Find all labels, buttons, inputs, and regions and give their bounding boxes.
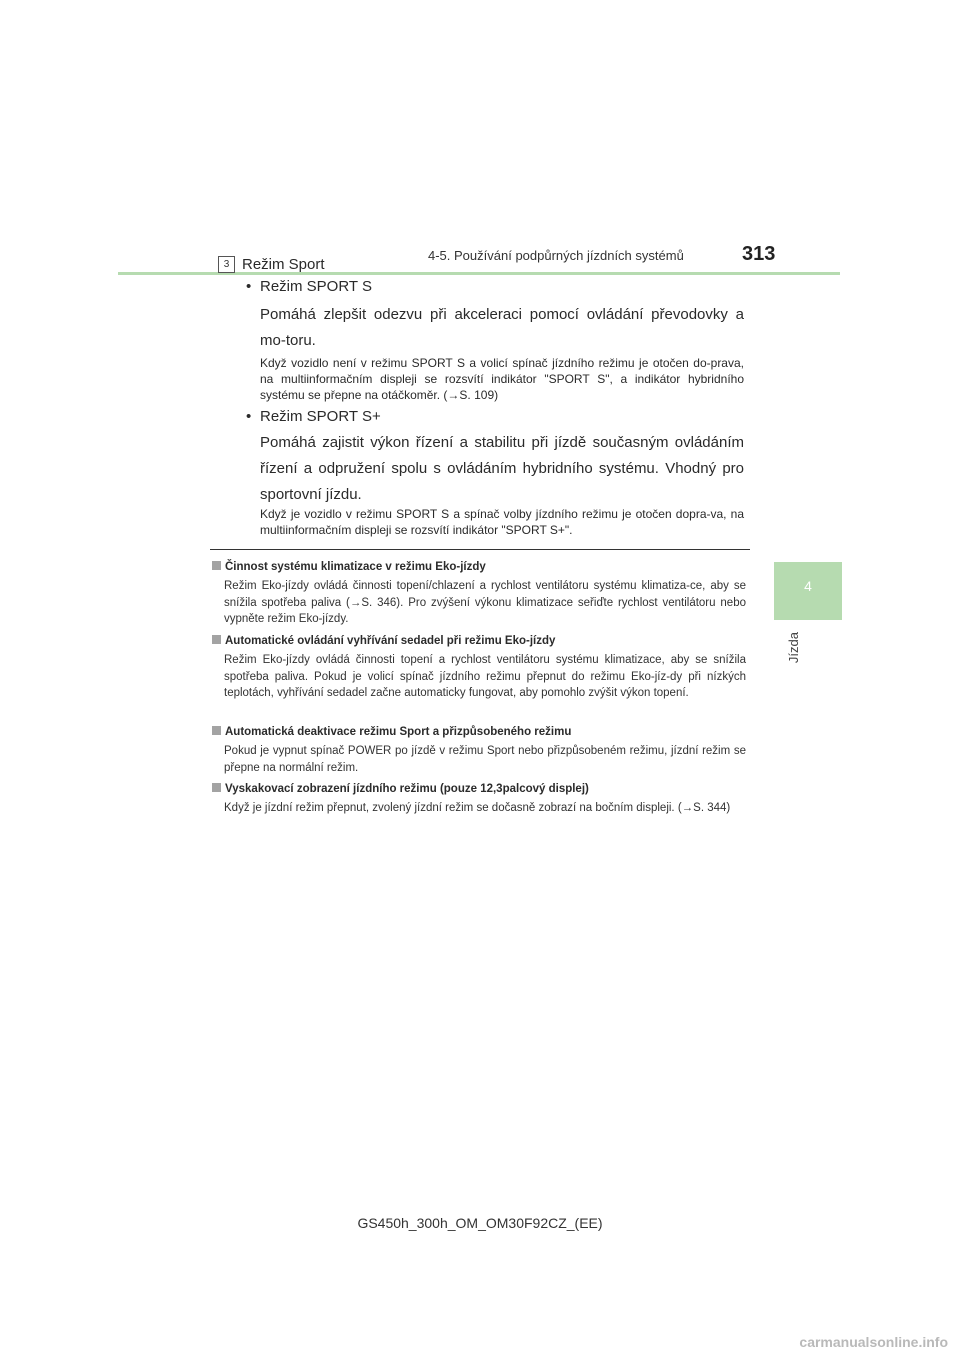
section-divider	[210, 549, 750, 550]
mode-description-sport-s: Pomáhá zlepšit odezvu při akceleraci pomocí ovládání převodovky a mo-toru.	[260, 306, 744, 349]
note-block	[212, 724, 746, 776]
mode-note-sport-s: Když vozidlo není v režimu SPORT S a volicí spínač jízdního režimu je otočen do-prava, na multiinformačním displeji se rozsvítí indikátor "SPORT S", a indikátor hybridního systému se přepne na otáčkoměr. (→S. 109)	[260, 356, 744, 402]
note-heading: Vyskakovací zobrazení jízdního režimu (pouze 12,3palcový displej)	[212, 781, 746, 797]
note-heading: Automatické ovládání vyhřívání sedadel při režimu Eko-jízdy	[212, 633, 746, 649]
chapter-tab-number: 4	[804, 578, 812, 594]
step-number-box: 3	[218, 256, 235, 273]
bullet-sport-s: •	[246, 278, 252, 295]
note-body: Pokud je vypnut spínač POWER po jízdě v režimu Sport nebo přizpůsobeném režimu, jízdní režim se přepne na normální režim.	[224, 745, 746, 774]
square-bullet-icon	[212, 561, 221, 570]
chapter-tab-label: Jízda	[786, 632, 801, 664]
square-bullet-icon	[212, 783, 221, 792]
note-block	[212, 633, 746, 702]
bullet-sport-s-plus: •	[246, 408, 252, 425]
note-block	[212, 559, 746, 628]
square-bullet-icon	[212, 726, 221, 735]
note-heading: Automatická deaktivace režimu Sport a přizpůsobeného režimu	[212, 724, 746, 740]
note-block	[212, 781, 746, 817]
square-bullet-icon	[212, 635, 221, 644]
note-body: Režim Eko-jízdy ovládá činnosti topení/chlazení a rychlost ventilátoru systému klimatiza-ce, aby se snížila spotřeba paliva (→S. 346). Pro zvýšení výkonu klimatizace seřiďte rychlost ventilátoru nebo vypněte režim Eko-jízdy.	[224, 580, 746, 625]
page-number: 313	[742, 243, 776, 265]
note-body: Když je jízdní režim přepnut, zvolený jízdní režim se dočasně zobrazí na bočním displeji. (→S. 344)	[224, 802, 731, 814]
note-body: Režim Eko-jízdy ovládá činnosti topení a rychlost ventilátoru systému klimatizace, aby se snížila spotřeba paliva. Pokud je volicí spínač jízdního režimu přepnut do režimu Eko-jíz-dy při nízkých teplotách, vyhřívání sedadel začne automaticky fungovat, aby pomohlo zvýšit výkon topení.	[224, 654, 746, 699]
section-title: 4-5. Používání podpůrných jízdních systémů	[428, 248, 684, 263]
mode-name-sport-s-plus: Režim SPORT S+	[260, 408, 381, 425]
mode-description-sport-s-plus: Pomáhá zajistit výkon řízení a stabilitu při jízdě současným ovládáním řízení a odpružení spolu s ovládáním hybridního systému. Vhodný pro sportovní jízdu.	[260, 434, 744, 503]
note-heading: Činnost systému klimatizace v režimu Eko-jízdy	[212, 559, 746, 575]
mode-name-sport-s: Režim SPORT S	[260, 278, 372, 295]
mode-note-sport-s-plus: Když je vozidlo v režimu SPORT S a spínač volby jízdního režimu je otočen dopra-va, na multiinformačním displeji se rozsvítí indikátor "SPORT S+".	[260, 507, 744, 537]
document-code: GS450h_300h_OM_OM30F92CZ_(EE)	[357, 1215, 603, 1231]
step-title: Režim Sport	[242, 256, 325, 273]
watermark: carmanualsonline.info	[799, 1334, 948, 1350]
